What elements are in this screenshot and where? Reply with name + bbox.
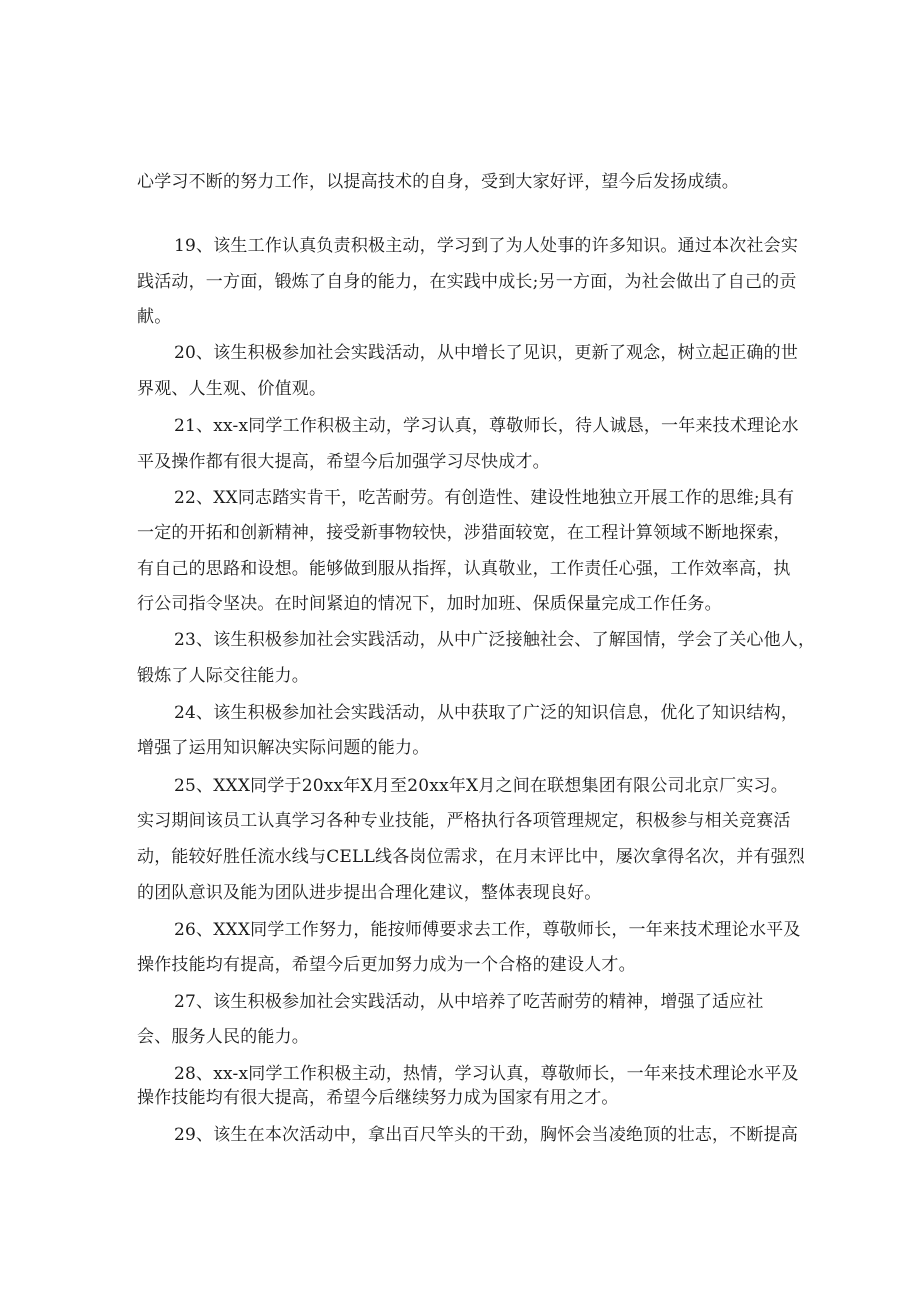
paragraph-24-line: 24、该生积极参加社会实践活动，从中获取了广泛的知识信息，优化了知识结构， — [174, 703, 799, 723]
paragraph-19-line: 19、该生工作认真负责积极主动，学习到了为人处事的许多知识。通过本次社会实 — [174, 236, 799, 256]
text-line: 行公司指令坚决。在时间紧迫的情况下，加时加班、保质保量完成工作任务。 — [137, 594, 722, 614]
paragraph-29-line: 29、该生在本次活动中，拿出百尺竿头的干劲，胸怀会当凌绝顶的壮志，不断提高 — [174, 1125, 799, 1145]
paragraph-20-line: 20、该生积极参加社会实践活动，从中增长了见识，更新了观念，树立起正确的世 — [174, 343, 799, 363]
text-line: 操作技能均有提高，希望今后更加努力成为一个合格的建设人才。 — [137, 955, 636, 975]
text-line: 增强了运用知识解决实际问题的能力。 — [137, 738, 430, 758]
text-line: 会、服务人民的能力。 — [137, 1027, 309, 1047]
paragraph-27-line: 27、该生积极参加社会实践活动，从中培养了吃苦耐劳的精神，增强了适应社 — [174, 992, 764, 1012]
paragraph-26-line: 26、XXX同学工作努力，能按师傅要求去工作，尊敬师长，一年来技术理论水平及 — [174, 920, 801, 940]
paragraph-23-line: 23、该生积极参加社会实践活动，从中广泛接触社会、了解国情，学会了关心他人， — [174, 630, 816, 650]
text-line: 心学习不断的努力工作，以提高技术的自身，受到大家好评，望今后发扬成绩。 — [137, 172, 739, 192]
text-line: 界观、人生观、价值观。 — [137, 379, 327, 399]
text-line: 的团队意识及能为团队进步提出合理化建议，整体表现良好。 — [137, 883, 602, 903]
text-line: 实习期间该员工认真学习各种专业技能，严格执行各项管理规定，积极参与相关竞赛活 — [137, 811, 791, 831]
text-line: 平及操作都有很大提高，希望今后加强学习尽快成才。 — [137, 452, 550, 472]
paragraph-22-line: 22、XX同志踏实肯干，吃苦耐劳。有创造性、建设性地独立开展工作的思维;具有 — [174, 488, 795, 508]
text-line: 献。 — [137, 307, 172, 327]
paragraph-25-line: 25、XXX同学于20xx年X月至20xx年X月之间在联想集团有限公司北京厂实习。 — [174, 776, 788, 796]
text-line: 锻炼了人际交往能力。 — [137, 666, 309, 686]
paragraph-28-line: 28、xx-x同学工作积极主动，热情，学习认真，尊敬师长，一年来技术理论水平及 — [174, 1064, 799, 1084]
text-line: 有自己的思路和设想。能够做到服从指挥，认真敬业，工作责任心强，工作效率高，执 — [137, 559, 791, 579]
text-line: 动，能较好胜任流水线与CELL线各岗位需求，在月末评比中，屡次拿得名次，并有强烈 — [137, 847, 805, 867]
text-line: 一定的开拓和创新精神，接受新事物较快，涉猎面较宽，在工程计算领域不断地探索， — [137, 523, 791, 543]
text-line: 操作技能均有很大提高，希望今后继续努力成为国家有用之才。 — [137, 1088, 619, 1108]
paragraph-21-line: 21、xx-x同学工作积极主动，学习认真，尊敬师长，待人诚恳，一年来技术理论水 — [174, 416, 799, 436]
text-line: 践活动，一方面，锻炼了自身的能力，在实践中成长;另一方面，为社会做出了自己的贡 — [137, 272, 797, 292]
